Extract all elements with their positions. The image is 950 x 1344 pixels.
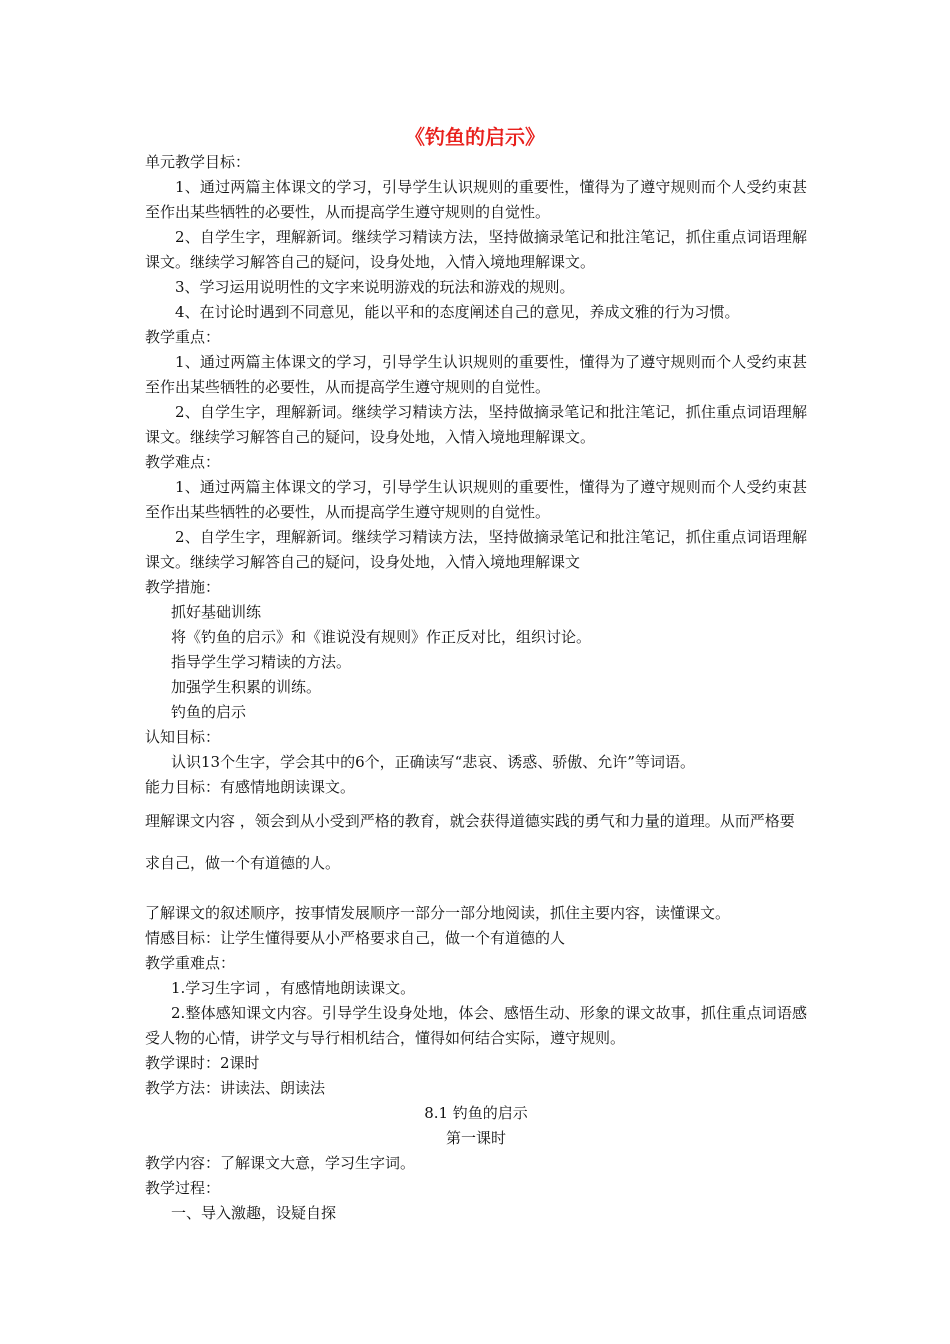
list-item: 指导学生学习精读的方法。 bbox=[171, 653, 352, 671]
paragraph: 1、通过两篇主体课文的学习，引导学生认识规则的重要性，懂得为了遵守规则而个人受约束甚至作出某些牺牲的必要性，从而提高学生遵守规则的自觉性。 bbox=[145, 353, 807, 396]
paragraph: 教学课时：2课时 bbox=[145, 1054, 260, 1072]
lesson-period: 第一课时 bbox=[445, 1129, 506, 1147]
step-heading: 一、导入激趣，设疑自探 bbox=[171, 1204, 337, 1222]
paragraph: 情感目标：让学生懂得要从小严格要求自己，做一个有道德的人 bbox=[145, 929, 566, 947]
section-heading: 教学难点： bbox=[145, 453, 221, 471]
list-item: 1.学习生字词 ，有感情地朗读课文。 bbox=[171, 979, 416, 997]
paragraph: 3、学习运用说明性的文字来说明游戏的玩法和游戏的规则。 bbox=[175, 278, 575, 296]
list-item: 加强学生积累的训练。 bbox=[171, 678, 322, 696]
section-heading: 教学重点： bbox=[145, 328, 221, 346]
section-heading: 教学措施： bbox=[145, 578, 221, 596]
section-heading: 认知目标： bbox=[145, 728, 221, 746]
lesson-heading: 8.1 钓鱼的启示 bbox=[424, 1104, 528, 1122]
section-heading: 教学过程： bbox=[145, 1179, 221, 1197]
paragraph: 1、通过两篇主体课文的学习，引导学生认识规则的重要性，懂得为了遵守规则而个人受约束甚至作出某些牺牲的必要性，从而提高学生遵守规则的自觉性。 bbox=[145, 178, 807, 221]
list-item: 将《钓鱼的启示》和《谁说没有规则》作正反对比，组织讨论。 bbox=[171, 628, 592, 646]
paragraph: 2、自学生字，理解新词。继续学习精读方法，坚持做摘录笔记和批注笔记，抓住重点词语理解课文。继续学习解答自己的疑问，设身处地，入情入境地理解课文 bbox=[145, 528, 807, 571]
paragraph: 2、自学生字，理解新词。继续学习精读方法，坚持做摘录笔记和批注笔记，抓住重点词语理解课文。继续学习解答自己的疑问，设身处地，入情入境地理解课文。 bbox=[145, 228, 807, 271]
paragraph: 2、自学生字，理解新词。继续学习精读方法，坚持做摘录笔记和批注笔记，抓住重点词语理解课文。继续学习解答自己的疑问，设身处地，入情入境地理解课文。 bbox=[145, 403, 807, 446]
paragraph: 了解课文的叙述顺序，按事情发展顺序一部分一部分地阅读，抓住主要内容，读懂课文。 bbox=[145, 904, 731, 922]
document-title: 《钓鱼的启示》 bbox=[405, 125, 545, 149]
paragraph: 理解课文内容 ，领会到从小受到严格的教育，就会获得道德实践的勇气和力量的道理。从而严格要求自己，做一个有道德的人。 bbox=[145, 812, 795, 872]
paragraph: 能力目标：有感情地朗读课文。 bbox=[145, 778, 356, 796]
paragraph: 4、在讨论时遇到不同意见，能以平和的态度阐述自己的意见，养成文雅的行为习惯。 bbox=[175, 303, 740, 321]
document-body bbox=[145, 150, 807, 1226]
paragraph: 认识13个生字，学会其中的6个，正确读写“悲哀、诱惑、骄傲、允许”等词语。 bbox=[171, 753, 695, 771]
list-item: 抓好基础训练 bbox=[171, 603, 262, 621]
paragraph: 教学内容：了解课文大意，学习生字词。 bbox=[145, 1154, 416, 1172]
list-item: 2.整体感知课文内容。引导学生设身处地，体会、感悟生动、形象的课文故事，抓住重点词语感受人物的心情，讲学文与导行相机结合，懂得如何结合实际，遵守规则。 bbox=[145, 1004, 807, 1047]
paragraph: 1、通过两篇主体课文的学习，引导学生认识规则的重要性，懂得为了遵守规则而个人受约束甚至作出某些牺牲的必要性，从而提高学生遵守规则的自觉性。 bbox=[145, 478, 807, 521]
paragraph: 教学方法：讲读法、朗读法 bbox=[145, 1079, 326, 1097]
section-heading: 教学重难点： bbox=[145, 954, 236, 972]
subheading: 钓鱼的启示 bbox=[171, 703, 247, 721]
section-heading: 单元教学目标： bbox=[145, 153, 251, 171]
